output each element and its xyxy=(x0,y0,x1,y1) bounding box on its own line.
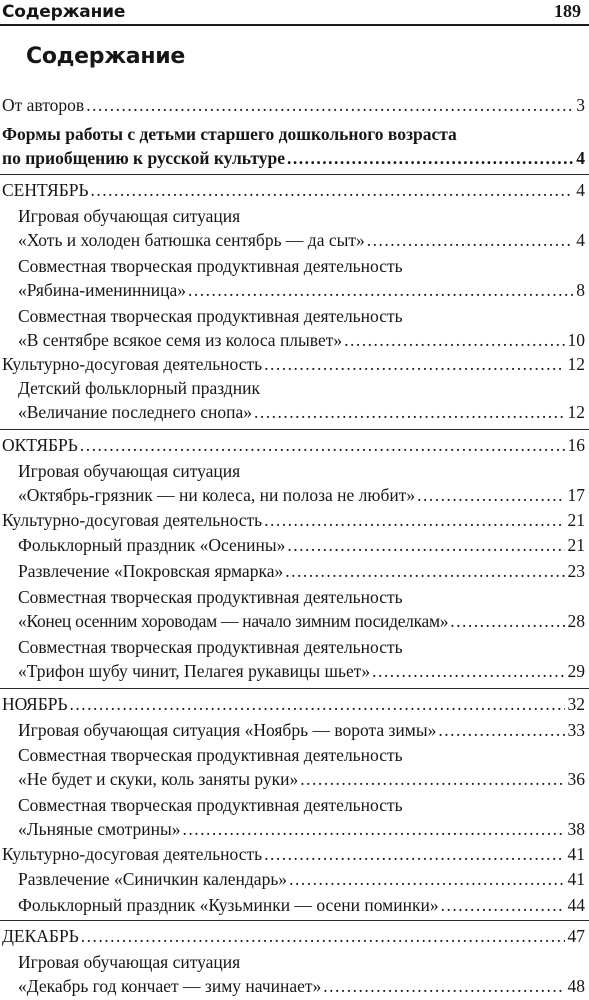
dot-leader xyxy=(289,867,564,891)
toc-entry[interactable] xyxy=(18,254,585,302)
dot-leader xyxy=(287,533,564,557)
toc-entry-title: НОЯБРЬ xyxy=(2,694,68,714)
toc-entry-page: 8 xyxy=(576,280,585,300)
toc-entry[interactable] xyxy=(18,204,585,252)
toc-entry[interactable] xyxy=(2,842,585,866)
toc-entry[interactable] xyxy=(18,867,585,891)
toc-entry-title: Развлечение «Синичкин календарь» xyxy=(18,869,288,889)
toc-entry-page: 12 xyxy=(567,354,585,374)
toc-entry[interactable] xyxy=(18,533,585,557)
toc-entry-title: Совместная творческая продуктивная деятельность xyxy=(18,256,403,276)
toc-entry-page: 23 xyxy=(567,561,585,581)
toc-entry-title: «В сентябре всякое семя из колоса плывет» xyxy=(18,330,343,350)
toc-entry-title: по приобщению к русской культуре xyxy=(2,148,285,168)
toc-entry-title: «Декабрь год кончает — зиму начинает» xyxy=(18,976,322,996)
toc-entry-page: 47 xyxy=(567,926,585,946)
dot-leader xyxy=(344,328,564,352)
dot-leader xyxy=(183,817,565,841)
toc-entry-title: «Октябрь-грязник — ни колеса, ни полоза не любит» xyxy=(18,485,416,505)
header-rule xyxy=(0,24,589,26)
toc-entry-title: Игровая обучающая ситуация xyxy=(18,461,241,481)
toc-entry[interactable] xyxy=(18,950,585,998)
dot-leader xyxy=(450,609,564,633)
section-divider xyxy=(0,429,589,430)
toc-entry[interactable] xyxy=(2,433,585,457)
toc-entry-title: ДЕКАБРЬ xyxy=(2,926,79,946)
dot-leader xyxy=(80,433,565,457)
toc-entry[interactable] xyxy=(18,793,585,841)
dot-leader xyxy=(188,278,573,302)
toc-entry-title: От авторов xyxy=(2,95,85,115)
toc-entry[interactable] xyxy=(2,93,585,117)
toc-entry-title: Совместная творческая продуктивная деятельность xyxy=(18,745,403,765)
section-divider xyxy=(0,174,589,175)
running-header-title: Содержание xyxy=(2,2,126,22)
dot-leader xyxy=(264,842,564,866)
toc-entry-title: «Рябина-именинница» xyxy=(18,280,187,300)
page-number: 189 xyxy=(554,1,581,21)
toc-entry[interactable] xyxy=(18,304,585,352)
toc-entry-title: «Хоть и холоден батюшка сентябрь — да сыт» xyxy=(18,230,365,250)
toc-entry-title: «Конец осенним хороводам — начало зимним посиделкам» xyxy=(18,611,449,631)
toc-entry-page: 36 xyxy=(567,769,585,789)
dot-leader xyxy=(86,93,573,117)
toc-entry-title: СЕНТЯБРЬ xyxy=(2,180,89,200)
toc-entry[interactable] xyxy=(18,459,585,507)
dot-leader xyxy=(91,178,574,202)
toc-entry[interactable] xyxy=(2,924,585,948)
toc-entry-page: 17 xyxy=(567,485,585,505)
dot-leader xyxy=(438,718,564,742)
toc-entry[interactable] xyxy=(18,559,585,583)
dot-leader xyxy=(417,483,564,507)
toc-entry-title: «Не будет и скуки, коль заняты руки» xyxy=(18,769,299,789)
section-divider xyxy=(0,920,589,921)
toc-entry-page: 3 xyxy=(576,95,585,115)
toc-entry-title: Культурно-досуговая деятельность xyxy=(2,510,263,530)
toc-entry-title: «Трифон шубу чинит, Пелагея рукавицы шьет» xyxy=(18,661,371,681)
dot-leader xyxy=(300,767,564,791)
section-divider xyxy=(0,688,589,689)
dot-leader xyxy=(70,692,565,716)
toc-entry-page: 16 xyxy=(567,435,585,455)
toc-entry-title: Культурно-досуговая деятельность xyxy=(2,844,263,864)
toc-entry-page: 28 xyxy=(567,611,585,631)
toc-entry[interactable] xyxy=(2,508,585,532)
dot-leader xyxy=(441,893,565,917)
dot-leader xyxy=(264,508,564,532)
toc-entry-title: Фольклорный праздник «Кузьминки — осени поминки» xyxy=(18,895,439,915)
toc-entry-title: Игровая обучающая ситуация xyxy=(18,952,241,972)
toc-entry[interactable] xyxy=(18,635,585,683)
dot-leader xyxy=(254,400,565,424)
toc-entry-title: Совместная творческая продуктивная деятельность xyxy=(18,306,403,326)
toc-entry-page: 4 xyxy=(576,230,585,250)
dot-leader xyxy=(287,146,573,170)
toc-entry[interactable] xyxy=(18,585,585,633)
toc-entry-page: 10 xyxy=(567,330,585,350)
toc-entry-page: 32 xyxy=(567,694,585,714)
toc-entry-page: 4 xyxy=(576,148,585,168)
dot-leader xyxy=(264,352,564,376)
toc-entry-title: Культурно-досуговая деятельность xyxy=(2,354,263,374)
dot-leader xyxy=(367,228,573,252)
toc-entry-title: Детский фольклорный праздник xyxy=(18,378,260,398)
toc-entry-title: «Льняные смотрины» xyxy=(18,819,181,839)
dot-leader xyxy=(323,974,564,998)
toc-entry-page: 21 xyxy=(567,510,585,530)
toc-entry-page: 33 xyxy=(567,720,585,740)
toc-entry[interactable] xyxy=(2,122,585,170)
toc-entry[interactable] xyxy=(18,893,585,917)
toc-entry[interactable] xyxy=(18,743,585,791)
toc-entry-page: 41 xyxy=(567,869,585,889)
toc-entry-page: 29 xyxy=(567,661,585,681)
toc-entry-page: 48 xyxy=(567,976,585,996)
page-title: Содержание xyxy=(26,44,185,69)
toc-entry-title: Фольклорный праздник «Осенины» xyxy=(18,535,286,555)
toc-entry-page: 21 xyxy=(567,535,585,555)
toc-entry[interactable] xyxy=(18,718,585,742)
toc-entry[interactable] xyxy=(2,352,585,376)
toc-entry-title: «Величание последнего снопа» xyxy=(18,402,252,422)
toc-entry[interactable] xyxy=(18,376,585,424)
toc-entry-page: 4 xyxy=(576,180,585,200)
toc-entry-title: Совместная творческая продуктивная деятельность xyxy=(18,795,403,815)
toc-entry-page: 41 xyxy=(567,844,585,864)
toc-entry-title: Совместная творческая продуктивная деятельность xyxy=(18,587,403,607)
toc-entry-title: Формы работы с детьми старшего дошкольного возраста xyxy=(2,124,457,144)
toc-entry-page: 12 xyxy=(567,402,585,422)
toc-entry-page: 44 xyxy=(567,895,585,915)
toc-entry-title: Совместная творческая продуктивная деятельность xyxy=(18,637,403,657)
toc-entry-title: Игровая обучающая ситуация «Ноябрь — ворота зимы» xyxy=(18,720,437,740)
dot-leader xyxy=(372,659,564,683)
toc-entry[interactable] xyxy=(2,178,585,202)
toc-entry-title: Игровая обучающая ситуация xyxy=(18,206,241,226)
dot-leader xyxy=(81,924,565,948)
toc-entry-title: Развлечение «Покровская ярмарка» xyxy=(18,561,284,581)
toc-entry-title: ОКТЯБРЬ xyxy=(2,435,78,455)
toc-entry-page: 38 xyxy=(567,819,585,839)
running-header xyxy=(0,0,589,28)
dot-leader xyxy=(285,559,564,583)
toc-entry[interactable] xyxy=(2,692,585,716)
